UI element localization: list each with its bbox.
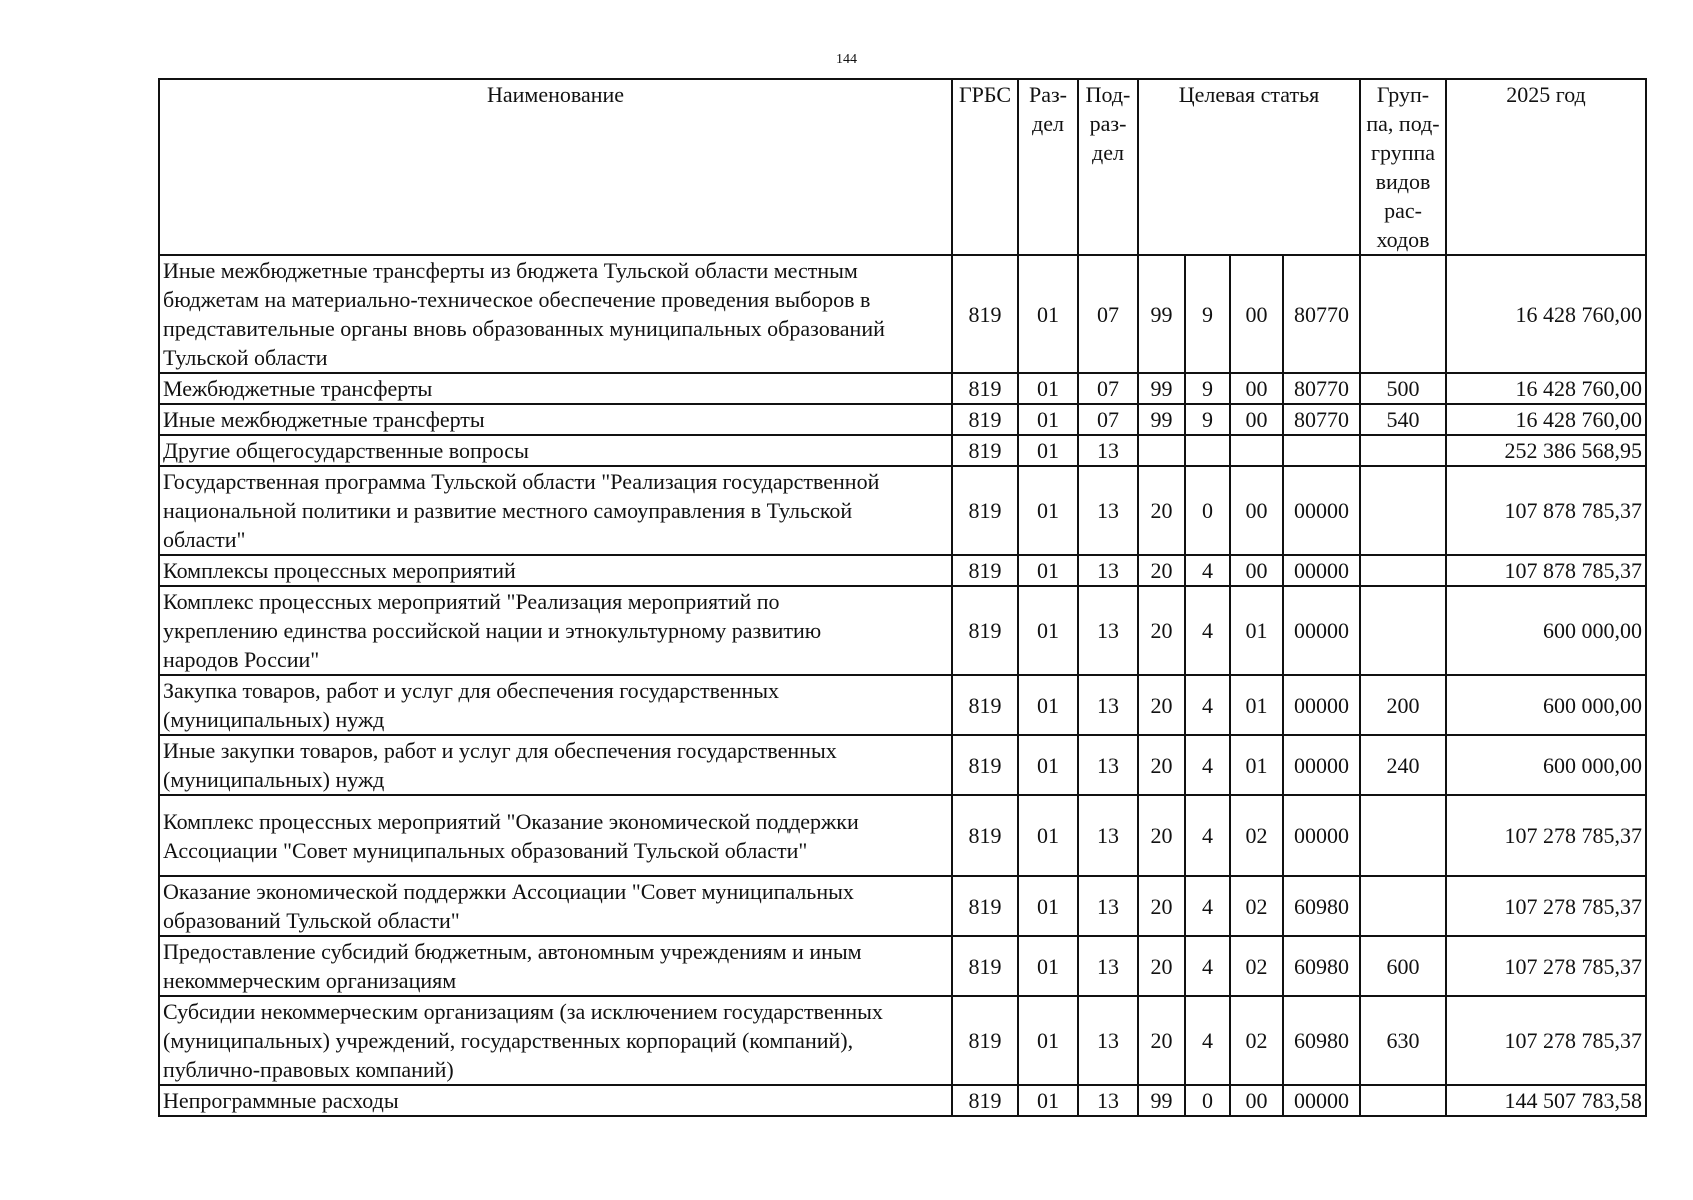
cell-target-direction: 00000 [1283,586,1360,675]
table-row [159,735,1646,795]
cell-target-subprogram: 01 [1230,735,1283,795]
cell-name-line: Комплекс процессных мероприятий "Оказание экономической поддержки [163,808,859,834]
header-grbs [952,79,1018,255]
cell-expense-group: 240 [1360,735,1446,795]
cell-grbs: 819 [952,1085,1018,1116]
cell-amount-2025: 107 878 785,37 [1446,555,1646,586]
cell-name-line: Межбюджетные трансферты [163,376,433,401]
cell-grbs: 819 [952,435,1018,466]
cell-name [159,435,952,466]
table-row [159,435,1646,466]
cell-target-subprogram: 01 [1230,675,1283,735]
cell-name [159,1085,952,1116]
cell-target-type: 9 [1185,373,1230,404]
cell-amount-2025: 107 878 785,37 [1446,466,1646,555]
cell-podrazdel: 13 [1078,876,1138,936]
cell-name [159,373,952,404]
cell-podrazdel: 07 [1078,404,1138,435]
cell-razdel: 01 [1018,936,1078,996]
cell-expense-group: 200 [1360,675,1446,735]
header-year [1446,79,1646,255]
cell-grbs: 819 [952,795,1018,876]
header-line: Раз- [1028,82,1068,107]
cell-razdel: 01 [1018,255,1078,373]
cell-expense-group [1360,555,1446,586]
cell-name [159,876,952,936]
cell-target-program: 20 [1138,675,1185,735]
cell-amount-2025: 16 428 760,00 [1446,373,1646,404]
cell-target-direction: 80770 [1283,404,1360,435]
cell-grbs: 819 [952,555,1018,586]
cell-razdel: 01 [1018,404,1078,435]
cell-expense-group [1360,586,1446,675]
table-row [159,936,1646,996]
cell-target-direction: 00000 [1283,795,1360,876]
cell-name-line: Непрограммные расходы [163,1088,399,1113]
table-row [159,586,1646,675]
table-body [159,255,1646,1116]
cell-expense-group [1360,255,1446,373]
cell-target-program: 20 [1138,936,1185,996]
cell-podrazdel: 13 [1078,996,1138,1085]
cell-target-program: 20 [1138,466,1185,555]
header-line: дел [1032,111,1064,136]
cell-amount-2025: 600 000,00 [1446,735,1646,795]
cell-amount-2025: 107 278 785,37 [1446,936,1646,996]
cell-target-type: 0 [1185,1085,1230,1116]
cell-target-direction: 00000 [1283,735,1360,795]
table-row [159,404,1646,435]
cell-razdel: 01 [1018,586,1078,675]
table-row [159,373,1646,404]
cell-target-type: 4 [1185,675,1230,735]
cell-target-subprogram: 00 [1230,466,1283,555]
cell-target-program: 20 [1138,586,1185,675]
cell-name-line: Государственная программа Тульской области "Реализация государственной [163,469,880,494]
budget-table [158,78,1647,1117]
cell-amount-2025: 107 278 785,37 [1446,876,1646,936]
header-line: группа [1370,140,1436,165]
cell-name [159,586,952,675]
cell-razdel: 01 [1018,1085,1078,1116]
cell-name-line: представительные органы вновь образованных муниципальных образований [163,316,885,341]
cell-name-line: Ассоциации "Совет муниципальных образований Тульской области" [163,837,808,863]
cell-name-line: Иные межбюджетные трансферты из бюджета Тульской области местным [163,258,858,283]
cell-target-type: 4 [1185,876,1230,936]
cell-name-line: (муниципальных) нужд [163,707,385,732]
cell-podrazdel: 13 [1078,735,1138,795]
cell-target-subprogram: 01 [1230,586,1283,675]
cell-name-line: Иные закупки товаров, работ и услуг для обеспечения государственных [163,738,837,763]
cell-grbs: 819 [952,373,1018,404]
cell-expense-group [1360,1085,1446,1116]
cell-name-line: Субсидии некоммерческим организациям (за исключением государственных [163,999,883,1024]
cell-target-type: 9 [1185,404,1230,435]
cell-amount-2025: 107 278 785,37 [1446,996,1646,1085]
header-razdel [1018,79,1078,255]
header-line: ГРБС [958,82,1012,107]
cell-name-line: (муниципальных) учреждений, государственных корпораций (компаний), [163,1028,854,1053]
cell-target-program: 20 [1138,735,1185,795]
cell-target-subprogram: 00 [1230,255,1283,373]
cell-target-type [1185,435,1230,466]
cell-name-line: Тульской области [163,345,328,370]
cell-name [159,795,952,876]
cell-expense-group: 630 [1360,996,1446,1085]
header-line: дел [1092,140,1124,165]
cell-amount-2025: 16 428 760,00 [1446,404,1646,435]
table-row [159,675,1646,735]
cell-expense-group [1360,876,1446,936]
cell-razdel: 01 [1018,435,1078,466]
header-line: 2025 год [1506,82,1586,107]
cell-target-direction: 80770 [1283,255,1360,373]
header-line: рас- [1384,198,1422,223]
cell-target-type: 4 [1185,586,1230,675]
cell-name [159,404,952,435]
cell-target-program: 20 [1138,795,1185,876]
cell-name-line: бюджетам на материально-техническое обеспечение проведения выборов в [163,287,871,312]
cell-razdel: 01 [1018,555,1078,586]
cell-razdel: 01 [1018,675,1078,735]
cell-podrazdel: 13 [1078,936,1138,996]
cell-target-type: 4 [1185,996,1230,1085]
cell-name-line: Другие общегосударственные вопросы [163,438,529,463]
cell-target-type: 4 [1185,735,1230,795]
header-line: раз- [1089,111,1127,136]
cell-amount-2025: 252 386 568,95 [1446,435,1646,466]
cell-target-program: 99 [1138,373,1185,404]
cell-podrazdel: 13 [1078,555,1138,586]
cell-name [159,555,952,586]
cell-target-subprogram: 02 [1230,936,1283,996]
cell-grbs: 819 [952,936,1018,996]
cell-podrazdel: 13 [1078,586,1138,675]
cell-amount-2025: 107 278 785,37 [1446,795,1646,876]
cell-name [159,675,952,735]
cell-target-program: 20 [1138,876,1185,936]
cell-expense-group [1360,435,1446,466]
cell-target-type: 4 [1185,795,1230,876]
cell-amount-2025: 600 000,00 [1446,586,1646,675]
cell-podrazdel: 13 [1078,1085,1138,1116]
cell-target-type: 4 [1185,936,1230,996]
cell-name [159,936,952,996]
cell-name-line: Иные межбюджетные трансферты [163,407,485,432]
cell-name-line: народов России" [163,647,320,672]
cell-podrazdel: 13 [1078,435,1138,466]
cell-name-line: области" [163,527,246,552]
cell-name [159,255,952,373]
cell-name-line: (муниципальных) нужд [163,767,385,792]
cell-razdel: 01 [1018,373,1078,404]
header-target-article [1138,79,1360,255]
table-row [159,255,1646,373]
cell-amount-2025: 16 428 760,00 [1446,255,1646,373]
cell-name [159,466,952,555]
cell-expense-group: 500 [1360,373,1446,404]
cell-target-subprogram: 00 [1230,404,1283,435]
cell-target-direction: 80770 [1283,373,1360,404]
table-row [159,876,1646,936]
header-expense-group [1360,79,1446,255]
cell-name-line: укреплению единства российской нации и этнокультурному развитию [163,618,822,643]
cell-podrazdel: 07 [1078,373,1138,404]
cell-grbs: 819 [952,675,1018,735]
cell-grbs: 819 [952,996,1018,1085]
cell-target-program: 99 [1138,1085,1185,1116]
cell-target-program: 20 [1138,555,1185,586]
table-row [159,795,1646,876]
cell-target-type: 4 [1185,555,1230,586]
cell-razdel: 01 [1018,795,1078,876]
cell-name-line: Предоставление субсидий бюджетным, автономным учреждениям и иным [163,939,862,964]
cell-target-program: 99 [1138,255,1185,373]
cell-podrazdel: 13 [1078,466,1138,555]
cell-target-subprogram: 02 [1230,795,1283,876]
cell-target-direction: 00000 [1283,675,1360,735]
cell-target-direction: 00000 [1283,466,1360,555]
header-line: Наименование [486,82,625,107]
cell-razdel: 01 [1018,466,1078,555]
cell-razdel: 01 [1018,735,1078,795]
cell-expense-group [1360,795,1446,876]
header-name [159,79,952,255]
cell-target-direction: 60980 [1283,936,1360,996]
cell-grbs: 819 [952,466,1018,555]
cell-name-line: образований Тульской области" [163,908,460,933]
cell-expense-group: 540 [1360,404,1446,435]
cell-name [159,735,952,795]
cell-target-subprogram: 00 [1230,373,1283,404]
table-row [159,466,1646,555]
cell-target-type: 9 [1185,255,1230,373]
cell-razdel: 01 [1018,876,1078,936]
cell-name-line: Комплекс процессных мероприятий "Реализация мероприятий по [163,589,780,614]
cell-name-line: некоммерческим организациям [163,968,457,993]
cell-grbs: 819 [952,735,1018,795]
cell-target-subprogram: 02 [1230,876,1283,936]
cell-name [159,996,952,1085]
cell-name-line: Оказание экономической поддержки Ассоциации "Совет муниципальных [163,879,854,904]
header-line: Под- [1085,82,1131,107]
cell-target-program: 20 [1138,996,1185,1085]
cell-target-program [1138,435,1185,466]
table-row [159,996,1646,1085]
header-row [159,79,1646,255]
page-number: 144 [836,52,857,67]
cell-target-subprogram: 00 [1230,555,1283,586]
cell-target-direction: 60980 [1283,876,1360,936]
cell-grbs: 819 [952,404,1018,435]
table-row [159,555,1646,586]
cell-expense-group [1360,466,1446,555]
cell-podrazdel: 07 [1078,255,1138,373]
cell-target-type: 0 [1185,466,1230,555]
header-podrazdel [1078,79,1138,255]
cell-target-program: 99 [1138,404,1185,435]
cell-podrazdel: 13 [1078,675,1138,735]
header-line: ходов [1376,227,1430,252]
header-line: видов [1375,169,1431,194]
cell-name-line: Закупка товаров, работ и услуг для обеспечения государственных [163,678,780,703]
cell-expense-group: 600 [1360,936,1446,996]
cell-grbs: 819 [952,876,1018,936]
cell-grbs: 819 [952,586,1018,675]
cell-target-subprogram [1230,435,1283,466]
cell-name-line: Комплексы процессных мероприятий [163,558,516,583]
cell-grbs: 819 [952,255,1018,373]
cell-target-direction [1283,435,1360,466]
header-line: па, под- [1366,111,1440,136]
header-line: Целевая статья [1178,82,1320,107]
cell-name-line: публично-правовых компаний) [163,1057,454,1082]
cell-amount-2025: 144 507 783,58 [1446,1085,1646,1116]
cell-amount-2025: 600 000,00 [1446,675,1646,735]
cell-target-subprogram: 00 [1230,1085,1283,1116]
cell-name-line: национальной политики и развитие местного самоуправления в Тульской [163,498,853,523]
cell-target-direction: 60980 [1283,996,1360,1085]
cell-razdel: 01 [1018,996,1078,1085]
table-row [159,1085,1646,1116]
cell-target-subprogram: 02 [1230,996,1283,1085]
header-line: Груп- [1376,82,1430,107]
cell-target-direction: 00000 [1283,555,1360,586]
cell-podrazdel: 13 [1078,795,1138,876]
cell-target-direction: 00000 [1283,1085,1360,1116]
